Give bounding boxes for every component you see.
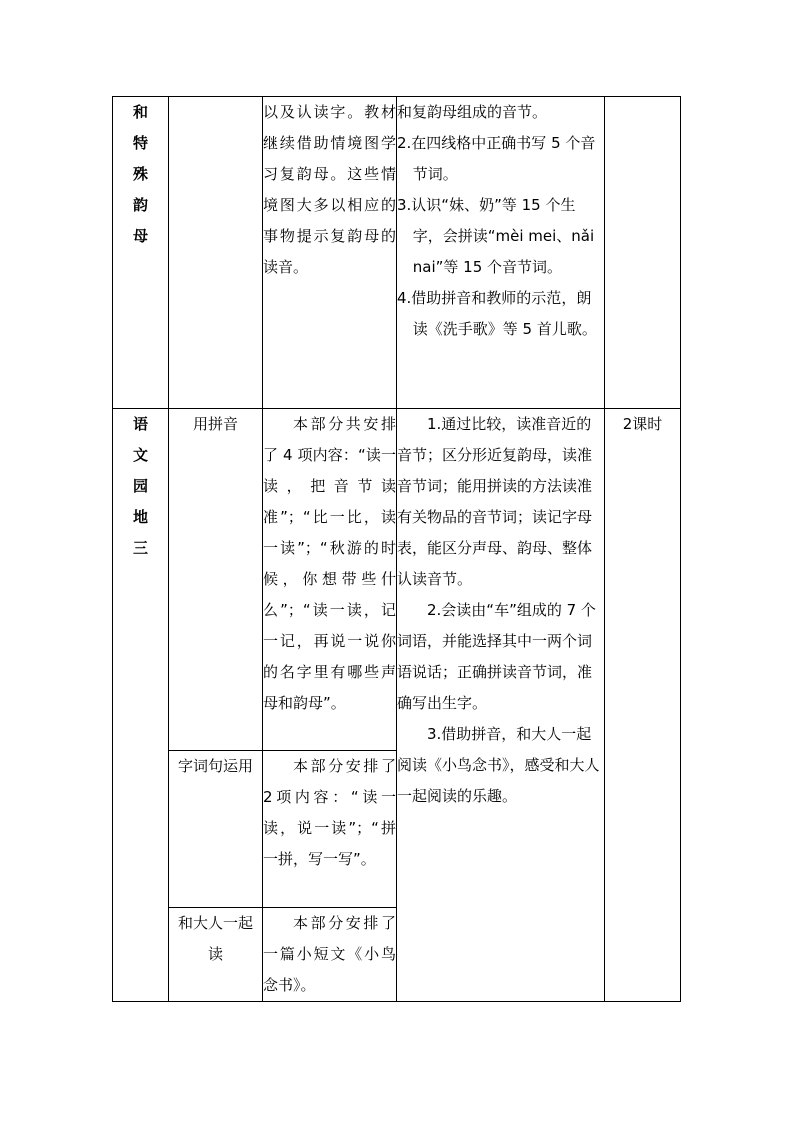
goal-item: 2.会读由“车”组成的 7 个词语，并能选择其中一两个词语说话；正确拼读音节词，准确写出生字。 (397, 601, 596, 712)
table-row (113, 97, 681, 409)
content-description-cell (263, 751, 397, 908)
content-description-text: 以及认读字。教材继续借助情境图学习复韵母。这些情境图大多以相应的事物提示复韵母的读音。 (263, 103, 396, 276)
unit-name-char: 和 (132, 103, 148, 121)
unit-name-char: 文 (132, 446, 148, 464)
content-description-cell (263, 908, 397, 1002)
unit-name-char: 特 (132, 134, 148, 152)
section-name-cell: 用拼音 (169, 409, 263, 751)
unit-name-char: 园 (132, 477, 148, 495)
class-hours-cell: 2课时 (605, 409, 681, 1002)
unit-name-char: 三 (132, 539, 148, 557)
unit-name-char: 语 (132, 415, 148, 433)
section-cell-empty (169, 97, 263, 409)
teaching-goals-cell (397, 409, 605, 1002)
goal-item: 1.通过比较，读准音近的音节；区分形近复韵母，读准音节词；能用拼读的方法读准有关物品的音节词；读记字母表，能区分声母、韵母、整体认读音节。 (397, 415, 593, 588)
unit-name-cell (113, 409, 169, 1002)
hours-cell-empty (605, 97, 681, 409)
teaching-goals-cell (397, 97, 605, 409)
unit-name-char: 母 (132, 227, 148, 245)
content-description-text: 本部分共安排了 4 项内容：“读一读，把音节读准”；“比一比，读一读”；“秋游的时候，你想带些什么”；“读一读，记一记，再说一说你的名字里有哪些声母和韵母”。 (263, 415, 396, 712)
goal-item: 2.在四线格中正确书写 5 个音节词。 (397, 134, 596, 183)
section-name-cell: 字词句运用 (169, 751, 263, 908)
content-description-cell (263, 97, 397, 409)
content-description-cell (263, 409, 397, 751)
unit-name-cell (113, 97, 169, 409)
content-description-text: 本部分安排了一篇小短文《小鸟念书》。 (263, 914, 396, 994)
content-description-text: 本部分安排了 2项内容：“读一读，说一读”；“拼一拼，写一写”。 (263, 757, 396, 868)
goal-item: 和复韵母组成的音节。 (397, 103, 548, 121)
section-name-cell: 和大人一起读 (169, 908, 263, 1002)
table-row (113, 409, 681, 751)
lesson-plan-table (112, 96, 681, 1002)
goal-item: 4.借助拼音和教师的示范，朗读《洗手歌》等 5 首儿歌。 (397, 289, 597, 338)
goal-item: 3.认识“妹、奶”等 15 个生字，会拼读“mèi mei、nǎi nai”等 15 个音节词。 (397, 196, 595, 276)
unit-name-char: 韵 (132, 196, 148, 214)
goal-item: 3.借助拼音，和大人一起阅读《小鸟念书》，感受和大人一起阅读的乐趣。 (397, 725, 600, 805)
unit-name-char: 地 (132, 508, 148, 526)
unit-name-char: 殊 (132, 165, 148, 183)
